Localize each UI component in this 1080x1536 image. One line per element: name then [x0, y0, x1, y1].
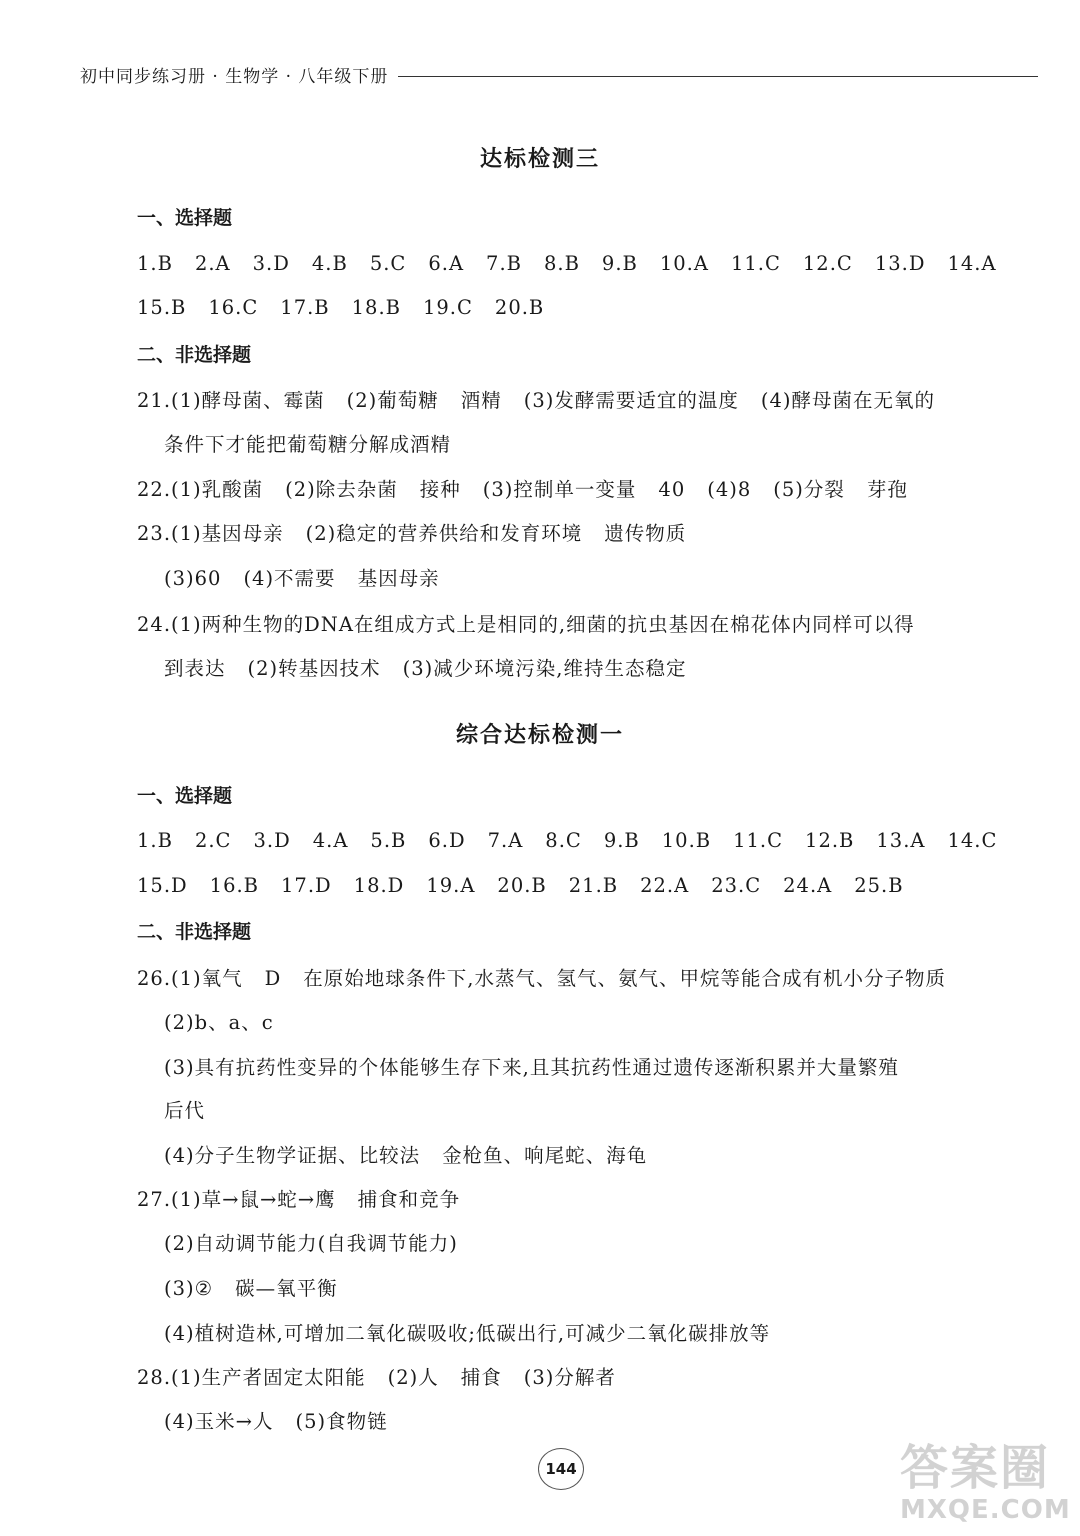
section-title-1: 达标检测三 [479, 147, 600, 172]
q23-part: 遗传物质 [604, 522, 687, 545]
q28-part: (5)食物链 [295, 1410, 388, 1433]
q27-part: 27.(1)草→鼠→蛇→鹰 [137, 1188, 336, 1211]
q22-part: (2)除去杂菌 [285, 478, 398, 501]
answer: 16.C [208, 296, 259, 319]
answer: 3.D [253, 829, 291, 852]
q22-part: 接种 [419, 478, 461, 501]
answer: 15.B [137, 296, 187, 319]
q21-part: (3)发酵需要适宜的温度 [523, 389, 739, 412]
s2-choice-row-2 [137, 874, 926, 897]
q23-part: (3)60 [164, 567, 222, 590]
s2-nonchoice-heading: 二、非选择题 [137, 921, 252, 943]
answer: 5.B [370, 829, 407, 852]
answer: 20.B [494, 296, 545, 319]
answer: 2.C [194, 829, 232, 852]
q21-part: (4)酵母菌在无氧的 [760, 389, 936, 412]
q22-part: 芽孢 [866, 478, 908, 501]
q26-part: 金枪鱼、响尾蛇、海龟 [442, 1144, 648, 1167]
answer: 13.D [874, 252, 926, 275]
s1-choice-row-2 [137, 296, 566, 319]
answer: 24.A [783, 874, 833, 897]
s2-choice-row-1 [137, 829, 1019, 852]
answer: 16.B [209, 874, 259, 897]
q23-line-1 [137, 518, 686, 546]
answer: 14.A [947, 252, 997, 275]
q26-line-2: (2)b、a、c [164, 1011, 274, 1034]
answer: 20.B [497, 874, 547, 897]
answer: 7.A [487, 829, 524, 852]
q22-part: (3)控制单一变量 [482, 478, 637, 501]
answer: 19.A [426, 874, 476, 897]
q24-line-2 [164, 653, 686, 681]
answer: 1.B [137, 252, 173, 275]
answer: 2.A [194, 252, 231, 275]
answer: 11.C [733, 829, 784, 852]
q21-line-2: 条件下才能把葡萄糖分解成酒精 [164, 433, 452, 456]
answer: 15.D [137, 874, 188, 897]
s1-choice-row-1 [137, 252, 1019, 275]
answer: 25.B [854, 874, 904, 897]
q26-part: 在原始地球条件下,水蒸气、氢气、氨气、甲烷等能合成有机小分子物质 [303, 967, 946, 990]
s2-choice-heading: 一、选择题 [137, 785, 233, 807]
q26-line-3: (3)具有抗药性变异的个体能够生存下来,且其抗药性通过遗传逐渐积累并大量繁殖 [164, 1056, 899, 1079]
q27-line-1 [137, 1184, 460, 1212]
q26-line-5 [164, 1140, 647, 1168]
q23-part: 23.(1)基因母亲 [137, 522, 284, 545]
q27-line-2: (2)自动调节能力(自我调节能力) [164, 1232, 458, 1255]
q21-part: (2)葡萄糖 [346, 389, 439, 412]
q26-line-4: 后代 [164, 1099, 206, 1122]
s1-nonchoice-heading: 二、非选择题 [137, 344, 252, 366]
answer: 19.C [422, 296, 473, 319]
q27-part: (3)② [164, 1277, 214, 1300]
q22-part: 40 [658, 478, 686, 501]
answer: 9.B [603, 829, 640, 852]
answer: 8.B [543, 252, 580, 275]
q23-part: 基因母亲 [357, 567, 440, 590]
q23-part: (4)不需要 [243, 567, 336, 590]
answer: 18.B [351, 296, 401, 319]
q22-line-1 [137, 474, 908, 502]
q26-line-1 [137, 963, 946, 991]
answer: 9.B [601, 252, 638, 275]
page-number: 144 [538, 1448, 584, 1490]
answer: 8.C [545, 829, 582, 852]
answer: 17.D [281, 874, 332, 897]
q21-part: 酒精 [460, 389, 502, 412]
answer: 10.A [659, 252, 709, 275]
q24-line-1: 24.(1)两种生物的DNA在组成方式上是相同的,细菌的抗虫基因在棉花体内同样可以得 [137, 613, 915, 636]
answer: 11.C [730, 252, 781, 275]
running-header [80, 62, 1038, 86]
answer: 14.C [947, 829, 998, 852]
answer: 6.D [428, 829, 466, 852]
answer: 18.D [353, 874, 405, 897]
answer: 4.B [311, 252, 348, 275]
answer: 5.C [369, 252, 407, 275]
answer: 22.A [640, 874, 690, 897]
watermark-logo [900, 1440, 1070, 1530]
q23-line-2 [164, 563, 440, 591]
answer: 6.A [428, 252, 465, 275]
q26-part: D [264, 967, 282, 990]
q27-part: 捕食和竞争 [357, 1188, 461, 1211]
q27-part: 碳—氧平衡 [235, 1277, 338, 1300]
q27-line-4: (4)植树造林,可增加二氧化碳吸收;低碳出行,可减少二氧化碳排放等 [164, 1322, 771, 1345]
q28-line-1 [137, 1362, 616, 1390]
q26-part: (4)分子生物学证据、比较法 [164, 1144, 421, 1167]
q24-part: (2)转基因技术 [247, 657, 381, 680]
answer: 7.B [486, 252, 522, 275]
answer: 4.A [312, 829, 349, 852]
q28-part: (4)玉米→人 [164, 1410, 274, 1433]
answer: 21.B [568, 874, 619, 897]
watermark-big-text: 答案圈 [900, 1440, 1051, 1496]
s1-choice-heading: 一、选择题 [137, 207, 233, 229]
answer: 23.C [711, 874, 762, 897]
answer: 12.C [802, 252, 853, 275]
header-rule [398, 76, 1038, 77]
answer: 1.B [137, 829, 173, 852]
answer: 17.B [280, 296, 330, 319]
q28-line-2 [164, 1406, 388, 1434]
q22-part: (5)分裂 [773, 478, 845, 501]
q28-part: (2)人 [387, 1366, 439, 1389]
answer: 12.B [805, 829, 855, 852]
q22-part: (4)8 [707, 478, 752, 501]
q28-part: 28.(1)生产者固定太阳能 [137, 1366, 366, 1389]
q24-part: 到表达 [164, 657, 226, 680]
q21-part: 21.(1)酵母菌、霉菌 [137, 389, 325, 412]
q28-part: 捕食 [460, 1366, 502, 1389]
answer: 3.D [252, 252, 290, 275]
q24-part: (3)减少环境污染,维持生态稳定 [402, 657, 687, 680]
q28-part: (3)分解者 [523, 1366, 616, 1389]
q26-part: 26.(1)氧气 [137, 967, 243, 990]
q22-part: 22.(1)乳酸菌 [137, 478, 264, 501]
q27-line-3 [164, 1273, 338, 1301]
watermark-small-text: MXQE.COM [900, 1495, 1071, 1525]
section-title-2: 综合达标检测一 [455, 723, 624, 748]
q23-part: (2)稳定的营养供给和发育环境 [305, 522, 583, 545]
q21-line-1 [137, 385, 935, 413]
answer: 13.A [876, 829, 926, 852]
answer: 10.B [661, 829, 712, 852]
header-title: 初中同步练习册 · 生物学 · 八年级下册 [80, 66, 389, 87]
